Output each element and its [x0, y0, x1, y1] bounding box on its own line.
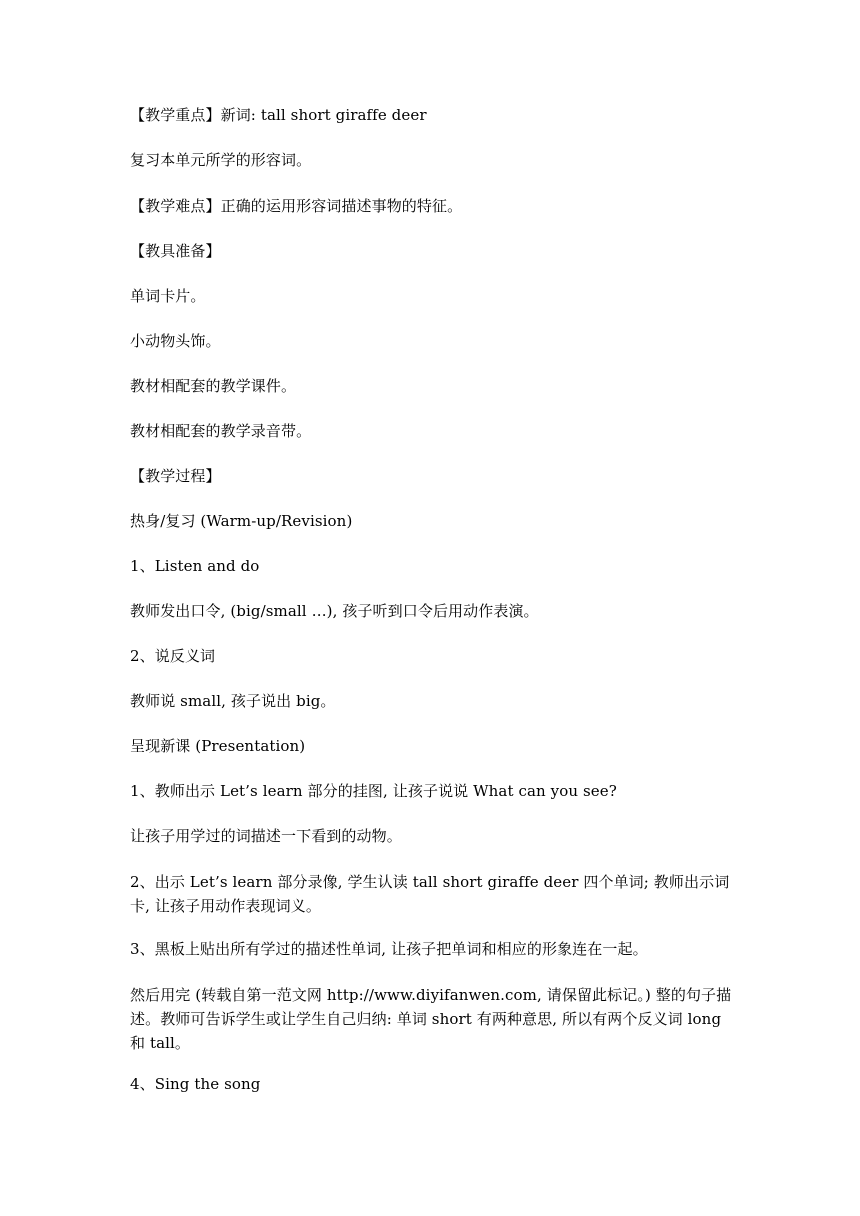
paragraph-review-adjectives: 复习本单元所学的形容词。 — [130, 151, 312, 169]
paragraph-presentation-heading: 呈现新课 (Presentation) — [130, 737, 306, 755]
paragraph-teaching-difficulty: 【教学难点】正确的运用形容词描述事物的特征。 — [130, 197, 463, 215]
paragraph-describe-animals: 让孩子用学过的词描述一下看到的动物。 — [130, 827, 402, 845]
paragraph-word-cards: 单词卡片。 — [130, 287, 206, 305]
paragraph-teaching-process-heading: 【教学过程】 — [130, 467, 221, 485]
paragraph-wall-chart: 1、教师出示 Let’s learn 部分的挂图, 让孩子说说 What can you see? — [130, 782, 617, 800]
paragraph-teacher-commands: 教师发出口令, (big/small …), 孩子听到口令后用动作表演。 — [130, 602, 539, 620]
paragraph-small-big: 教师说 small, 孩子说出 big。 — [130, 692, 336, 710]
paragraph-blackboard-words: 3、黑板上贴出所有学过的描述性单词, 让孩子把单词和相应的形象连在一起。 — [130, 940, 648, 958]
paragraph-teaching-aids-heading: 【教具准备】 — [130, 242, 221, 260]
paragraph-antonyms: 2、说反义词 — [130, 647, 216, 665]
paragraph-teaching-focus: 【教学重点】新词: tall short giraffe deer — [130, 106, 427, 124]
paragraph-audio-tape: 教材相配套的教学录音带。 — [130, 422, 312, 440]
paragraph-listen-and-do: 1、Listen and do — [130, 557, 260, 575]
paragraph-animal-headwear: 小动物头饰。 — [130, 332, 221, 350]
paragraph-video-words: 2、出示 Let’s learn 部分录像, 学生认读 tall short giraffe deer 四个单词; 教师出示词卡, 让孩子用动作表现词义。 — [130, 873, 730, 915]
paragraph-courseware: 教材相配套的教学课件。 — [130, 377, 297, 395]
paragraph-sing-the-song: 4、Sing the song — [130, 1075, 261, 1093]
paragraph-complete-sentences: 然后用完 (转载自第一范文网 http://www.diyifanwen.com, 请保留此标记。) 整的句子描述。教师可告诉学生或让学生自己归纳: 单词 short 有两种意思, 所以有两个反义词 long 和 tall。 — [130, 986, 732, 1052]
paragraph-warm-up-heading: 热身/复习 (Warm-up/Revision) — [130, 512, 353, 530]
